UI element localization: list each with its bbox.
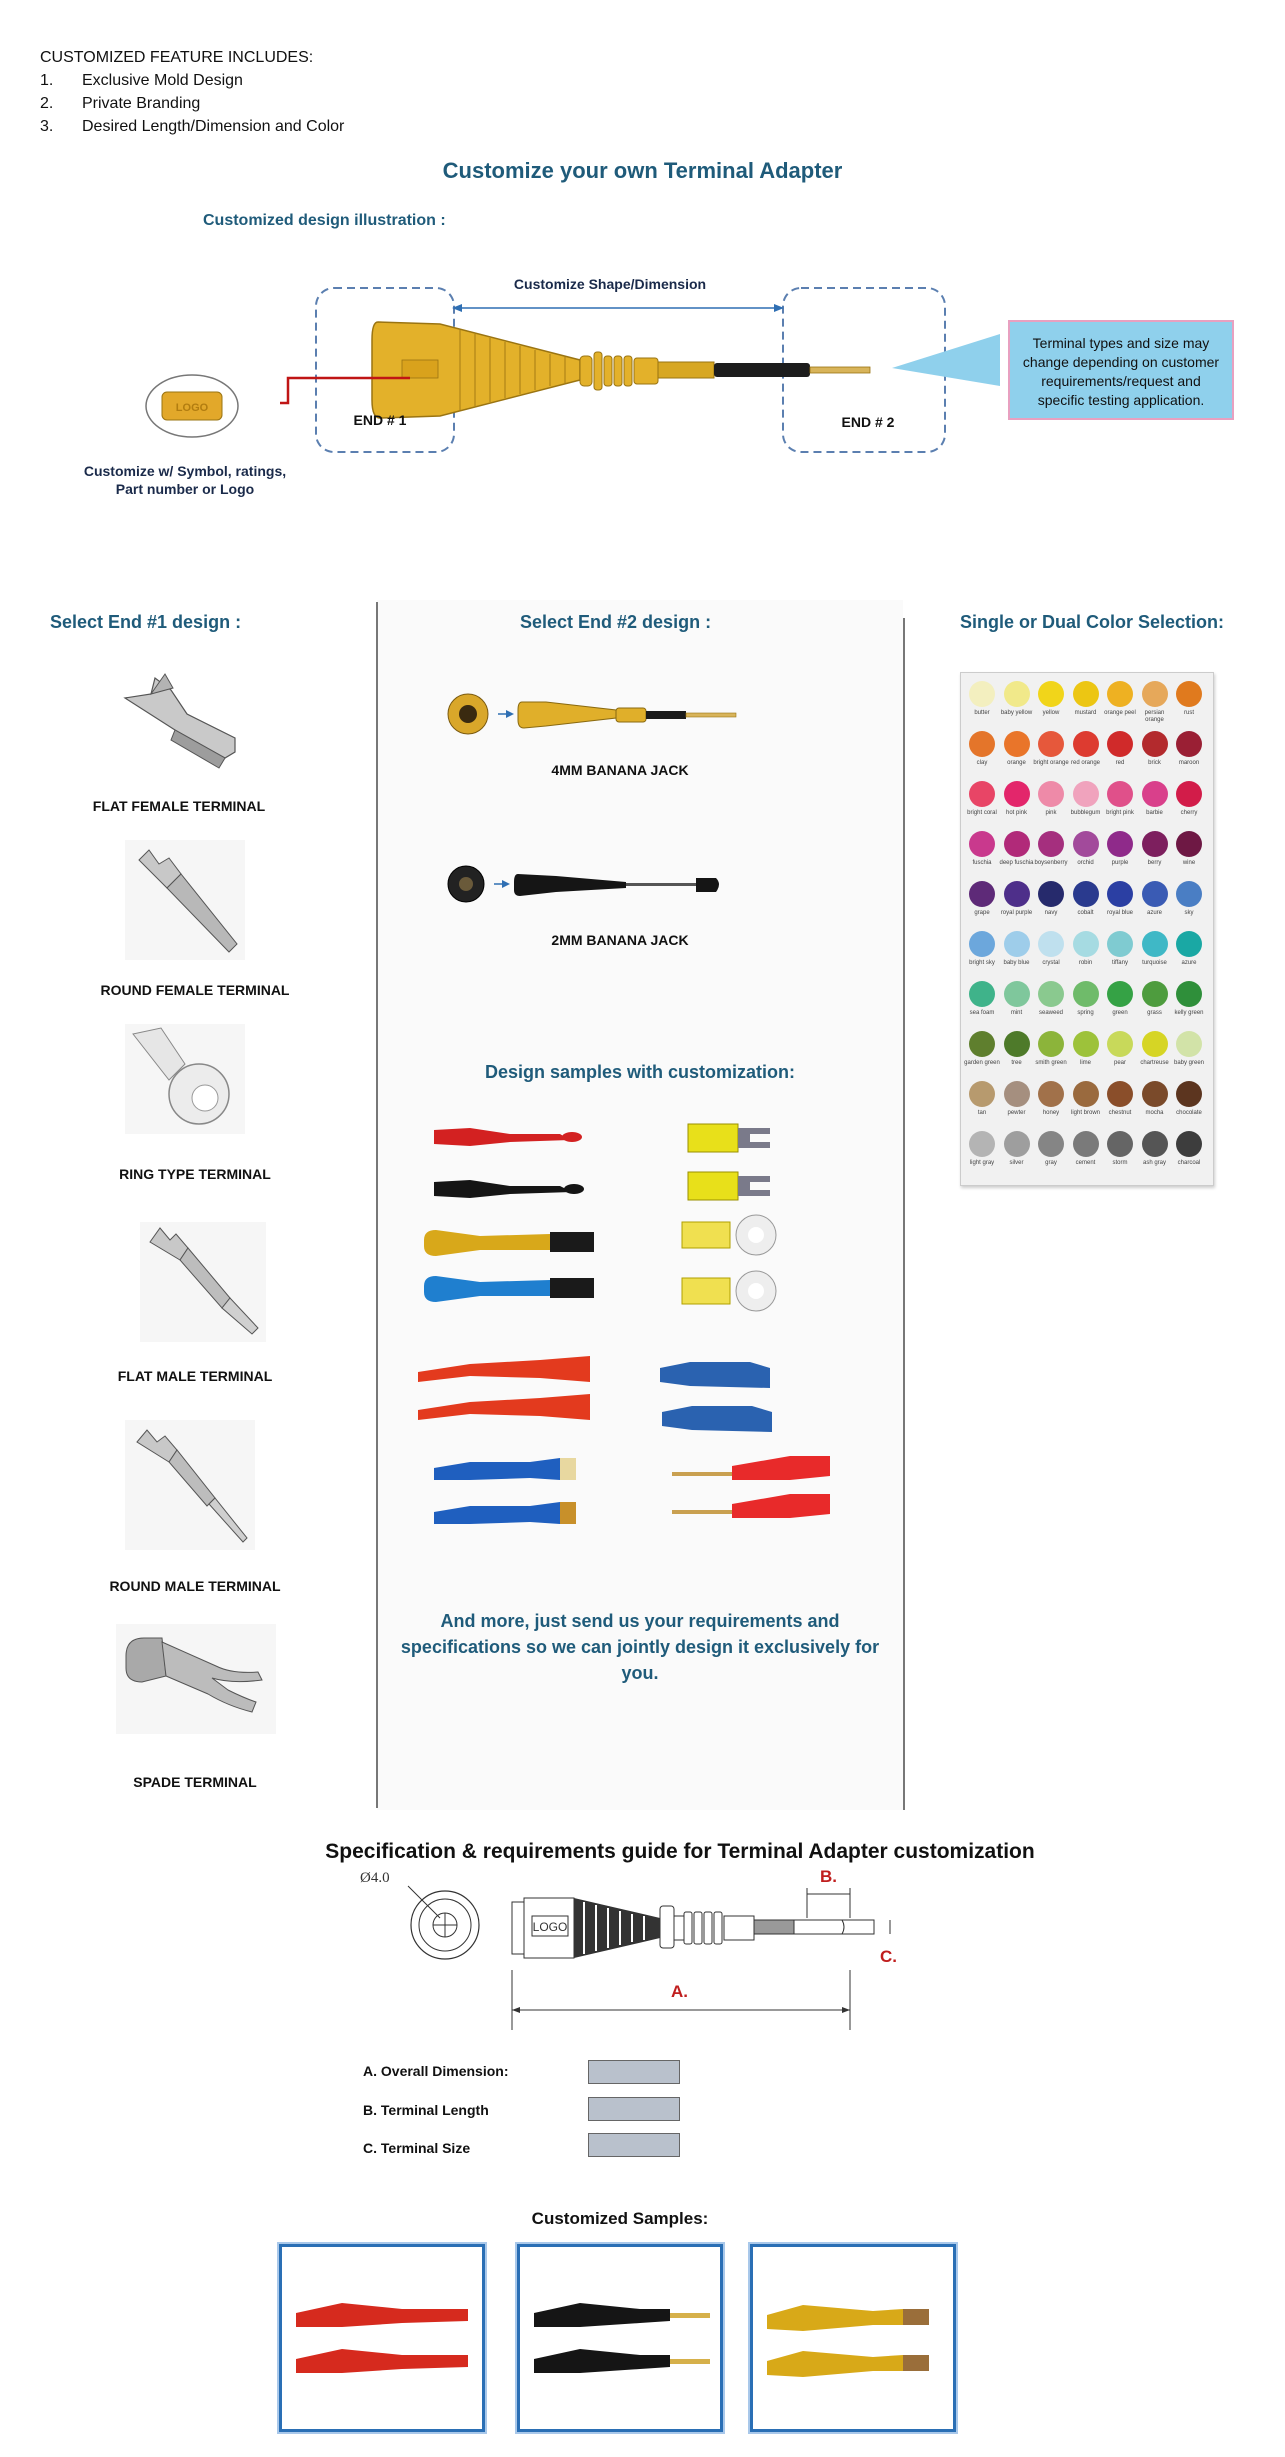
color-swatch-label: bubblegum: [1070, 810, 1101, 816]
color-swatch[interactable]: [1073, 981, 1099, 1007]
color-swatch-label: yellow: [1042, 710, 1060, 716]
spec-logo-text: LOGO: [532, 1920, 568, 1934]
color-swatch-label: pink: [1045, 810, 1057, 816]
color-swatch-label: wine: [1182, 860, 1196, 866]
color-swatch-label: tiffany: [1112, 960, 1128, 966]
color-swatch[interactable]: [1004, 731, 1030, 757]
color-swatch[interactable]: [1004, 1031, 1030, 1057]
diameter-label: Ø4.0: [360, 1870, 390, 1886]
color-swatch[interactable]: [1107, 681, 1133, 707]
color-swatch-label: sky: [1184, 910, 1194, 916]
color-swatch-label: chestnut: [1108, 1110, 1132, 1116]
color-swatch-label: green: [1112, 1010, 1128, 1016]
color-heading: Single or Dual Color Selection:: [960, 612, 1225, 632]
color-swatch-label: garden green: [964, 1060, 1000, 1066]
color-swatch[interactable]: [1038, 931, 1064, 957]
color-swatch-label: mocha: [1145, 1110, 1164, 1116]
color-swatch[interactable]: [1038, 1031, 1064, 1057]
color-swatch[interactable]: [1038, 881, 1064, 907]
color-swatch-label: baby green: [1173, 1060, 1205, 1066]
color-swatch-label: royal blue: [1106, 910, 1133, 916]
end2-label: END # 2: [841, 414, 895, 430]
sample-photo-black: [517, 2244, 723, 2432]
color-swatch-label: light brown: [1070, 1110, 1100, 1116]
color-swatch-label: brick: [1148, 760, 1161, 766]
color-swatch-label: honey: [1042, 1110, 1060, 1116]
color-swatch-label: chocolate: [1176, 1110, 1202, 1116]
color-swatch[interactable]: [969, 831, 995, 857]
color-swatch-label: baby blue: [1003, 960, 1030, 966]
color-swatch-card: [960, 672, 1214, 1186]
color-swatch[interactable]: [1107, 831, 1133, 857]
color-swatch-label: boysenberry: [1034, 860, 1068, 866]
color-swatch[interactable]: [1073, 1031, 1099, 1057]
ring-terminal-image: [125, 1024, 245, 1134]
color-swatch[interactable]: [1176, 931, 1202, 957]
terminal-label: FLAT MALE TERMINAL: [117, 1368, 273, 1384]
feature-text: Private Branding: [82, 95, 201, 112]
color-swatch[interactable]: [1073, 1131, 1099, 1157]
color-swatch-label: berry: [1147, 860, 1162, 866]
color-swatch-label: ash gray: [1142, 1160, 1166, 1166]
color-swatch[interactable]: [1176, 731, 1202, 757]
features-block: [40, 46, 344, 138]
feature-item: [40, 69, 344, 92]
2mm-banana-jack-image: [446, 860, 746, 910]
color-swatch[interactable]: [1004, 681, 1030, 707]
color-swatch[interactable]: [1073, 731, 1099, 757]
overall-dimension-field[interactable]: [588, 2060, 680, 2084]
color-swatch[interactable]: [969, 1081, 995, 1107]
color-swatch-label: tan: [977, 1110, 987, 1116]
color-swatch-label: butter: [974, 710, 990, 716]
terminal-size-field[interactable]: [588, 2133, 680, 2157]
color-swatch[interactable]: [1004, 1131, 1030, 1157]
color-swatch[interactable]: [969, 981, 995, 1007]
color-swatch-label: cherry: [1180, 810, 1198, 816]
jack-4mm-label: 4MM BANANA JACK: [551, 762, 689, 778]
color-swatch[interactable]: [1142, 881, 1168, 907]
feature-item: [40, 115, 344, 138]
color-swatch-label: purple: [1111, 860, 1129, 866]
color-swatch[interactable]: [1142, 781, 1168, 807]
color-swatch-label: orange: [1007, 760, 1026, 766]
color-swatch-label: bright pink: [1106, 810, 1134, 816]
end1-label: END # 1: [353, 412, 407, 428]
color-swatch-label: seaweed: [1038, 1010, 1064, 1016]
color-swatch-label: barbie: [1146, 810, 1163, 816]
color-swatch-label: tree: [1011, 1060, 1022, 1066]
color-swatch-label: rust: [1183, 710, 1194, 716]
color-swatch[interactable]: [1107, 731, 1133, 757]
color-swatch-label: navy: [1044, 910, 1058, 916]
color-swatch-label: red: [1115, 760, 1125, 766]
color-swatch-label: deep fuschia: [999, 860, 1034, 866]
color-swatch[interactable]: [1004, 981, 1030, 1007]
color-swatch-label: azure: [1146, 910, 1162, 916]
mark-b: B.: [820, 1867, 837, 1886]
end1-heading: Select End #1 design :: [50, 612, 242, 632]
4mm-banana-jack-image: [446, 684, 786, 744]
shape-label: Customize Shape/Dimension: [513, 276, 707, 292]
color-swatch-label: cobalt: [1077, 910, 1094, 916]
sample-photo-red: [279, 2244, 485, 2432]
color-swatch[interactable]: [1107, 1131, 1133, 1157]
flat-female-terminal-image: [115, 668, 245, 778]
color-swatch-label: storm: [1112, 1160, 1128, 1166]
color-swatch[interactable]: [1038, 731, 1064, 757]
color-swatch-label: persian orange: [1144, 710, 1165, 723]
color-swatch[interactable]: [1073, 931, 1099, 957]
color-swatch[interactable]: [1038, 831, 1064, 857]
features-heading: CUSTOMIZED FEATURE INCLUDES:: [40, 49, 314, 66]
mark-a: A.: [671, 1982, 688, 2001]
color-swatch[interactable]: [1142, 681, 1168, 707]
color-swatch[interactable]: [969, 931, 995, 957]
terminal-label: FLAT FEMALE TERMINAL: [92, 798, 266, 814]
flat-male-terminal-image: [140, 1222, 266, 1342]
color-swatch-label: mustard: [1074, 710, 1097, 716]
color-swatch-label: baby yellow: [1000, 710, 1033, 716]
illustration-heading: Customized design illustration :: [203, 212, 446, 229]
customized-samples-heading: Customized Samples:: [531, 2209, 709, 2228]
color-swatch[interactable]: [1142, 831, 1168, 857]
feature-num: 3.: [40, 118, 54, 135]
feature-num: 2.: [40, 95, 54, 112]
color-swatch[interactable]: [1004, 931, 1030, 957]
color-swatch-label: charcoal: [1177, 1160, 1201, 1166]
color-swatch[interactable]: [1073, 781, 1099, 807]
color-swatch-label: sea foam: [969, 1010, 995, 1016]
feature-text: Desired Length/Dimension and Color: [82, 118, 345, 135]
color-swatch-label: fuschia: [972, 860, 992, 866]
terminal-label: ROUND MALE TERMINAL: [109, 1578, 281, 1594]
round-male-terminal-image: [125, 1420, 255, 1550]
color-swatch[interactable]: [1142, 731, 1168, 757]
color-swatch[interactable]: [1038, 681, 1064, 707]
samples-heading: Design samples with customization:: [484, 1062, 796, 1082]
more-requirements-text: And more, just send us your requirements and specifications so we can jointly design it exclusively for you.: [400, 1611, 880, 1683]
color-swatch[interactable]: [1073, 681, 1099, 707]
terminal-length-field[interactable]: [588, 2097, 680, 2121]
color-swatch-label: azure: [1181, 960, 1197, 966]
design-samples-image: [410, 1110, 870, 1570]
color-swatch-label: maroon: [1178, 760, 1200, 766]
spec-label-b: B. Terminal Length: [363, 2102, 489, 2118]
terminal-note: Terminal types and size may change depending on customer requirements/request and specific testing application.: [1008, 320, 1234, 420]
color-swatch-label: grass: [1147, 1010, 1162, 1016]
color-swatch[interactable]: [1176, 681, 1202, 707]
pin: [810, 367, 870, 373]
color-swatch-label: hot pink: [1005, 810, 1027, 816]
color-swatch[interactable]: [969, 681, 995, 707]
color-swatch[interactable]: [1107, 1031, 1133, 1057]
feature-num: 1.: [40, 72, 54, 89]
color-swatch[interactable]: [1142, 931, 1168, 957]
color-swatch-label: clay: [976, 760, 988, 766]
color-swatch-label: royal purple: [1000, 910, 1033, 916]
color-swatch-label: bright sky: [969, 960, 995, 966]
color-swatch-label: light gray: [969, 1160, 995, 1166]
color-swatch-label: cement: [1075, 1160, 1096, 1166]
color-swatch-label: mint: [1010, 1010, 1023, 1016]
color-swatch[interactable]: [969, 731, 995, 757]
color-swatch-label: kelly green: [1174, 1010, 1204, 1016]
color-swatch-label: bright coral: [967, 810, 997, 816]
color-swatch-label: bright orange: [1033, 760, 1069, 766]
color-swatch[interactable]: [1107, 931, 1133, 957]
feature-text: Exclusive Mold Design: [82, 72, 243, 89]
color-swatch-label: turquoise: [1142, 960, 1167, 966]
mark-c: C.: [880, 1947, 897, 1966]
color-swatch-label: pear: [1113, 1060, 1126, 1066]
color-swatch[interactable]: [1038, 1131, 1064, 1157]
color-swatch-label: grape: [974, 910, 990, 916]
color-swatch-label: red orange: [1070, 760, 1101, 766]
color-swatch[interactable]: [1073, 831, 1099, 857]
color-swatch[interactable]: [1176, 1031, 1202, 1057]
color-swatch[interactable]: [969, 1031, 995, 1057]
color-swatch[interactable]: [1176, 831, 1202, 857]
color-swatch-label: silver: [1009, 1160, 1024, 1166]
color-swatch[interactable]: [1038, 1081, 1064, 1107]
color-swatch-label: crystal: [1042, 960, 1060, 966]
color-swatch[interactable]: [1004, 831, 1030, 857]
color-swatch[interactable]: [1142, 1131, 1168, 1157]
branding-label-line: Part number or Logo: [115, 481, 255, 497]
color-swatch[interactable]: [1073, 1081, 1099, 1107]
color-swatch-label: spring: [1077, 1010, 1094, 1016]
color-swatch[interactable]: [1142, 981, 1168, 1007]
color-swatch[interactable]: [1176, 781, 1202, 807]
spec-heading: Specification & requirements guide for Terminal Adapter customization: [325, 1840, 1035, 1863]
jack-2mm-label: 2MM BANANA JACK: [551, 932, 689, 948]
branding-label: [50, 462, 320, 498]
terminal-label: SPADE TERMINAL: [133, 1774, 257, 1790]
logo-text: LOGO: [175, 402, 209, 414]
spade-terminal-image: [116, 1624, 276, 1734]
color-swatch-label: pewter: [1007, 1110, 1026, 1116]
color-swatch-label: orchid: [1077, 860, 1094, 866]
main-title: Customize your own Terminal Adapter: [442, 158, 843, 183]
color-swatch[interactable]: [1142, 1031, 1168, 1057]
sample-photo-yellow: [750, 2244, 956, 2432]
color-swatch[interactable]: [1107, 981, 1133, 1007]
end2-heading: Select End #2 design :: [520, 612, 712, 632]
spec-drawing: [360, 1860, 920, 2040]
color-swatch-label: smith green: [1035, 1060, 1067, 1066]
color-swatch[interactable]: [1038, 981, 1064, 1007]
terminal-label: ROUND FEMALE TERMINAL: [100, 982, 290, 998]
round-female-terminal-image: [125, 840, 245, 960]
spec-label-c: C. Terminal Size: [363, 2140, 471, 2156]
spec-label-a: A. Overall Dimension:: [363, 2063, 509, 2079]
color-swatch[interactable]: [969, 781, 995, 807]
color-swatch[interactable]: [969, 1131, 995, 1157]
color-swatch[interactable]: [1038, 781, 1064, 807]
color-swatch[interactable]: [1176, 1081, 1202, 1107]
terminal-label: RING TYPE TERMINAL: [119, 1166, 271, 1182]
color-swatch[interactable]: [1107, 881, 1133, 907]
color-swatch[interactable]: [1073, 881, 1099, 907]
color-swatch-label: orange peel: [1104, 710, 1136, 716]
color-swatch[interactable]: [1107, 1081, 1133, 1107]
sample-black-image: [520, 2247, 720, 2429]
sample-yellow-image: [753, 2247, 953, 2429]
color-swatch[interactable]: [969, 881, 995, 907]
color-swatch[interactable]: [1176, 981, 1202, 1007]
color-swatch-label: chartreuse: [1140, 1060, 1169, 1066]
color-swatch[interactable]: [1142, 1081, 1168, 1107]
color-swatch-label: lime: [1079, 1060, 1091, 1066]
color-swatch[interactable]: [1004, 1081, 1030, 1107]
color-swatch[interactable]: [1107, 781, 1133, 807]
branding-label-line: Customize w/ Symbol, ratings,: [83, 463, 287, 479]
black-sleeve: [714, 363, 810, 377]
divider-right: [903, 618, 905, 1810]
color-swatch-label: robin: [1078, 960, 1093, 966]
divider-left: [376, 602, 378, 1808]
color-swatch[interactable]: [1176, 881, 1202, 907]
feature-item: [40, 92, 344, 115]
color-swatch-label: gray: [1045, 1160, 1057, 1166]
color-swatch[interactable]: [1004, 881, 1030, 907]
color-swatch[interactable]: [1176, 1131, 1202, 1157]
color-swatch[interactable]: [1004, 781, 1030, 807]
sample-red-image: [282, 2247, 482, 2429]
